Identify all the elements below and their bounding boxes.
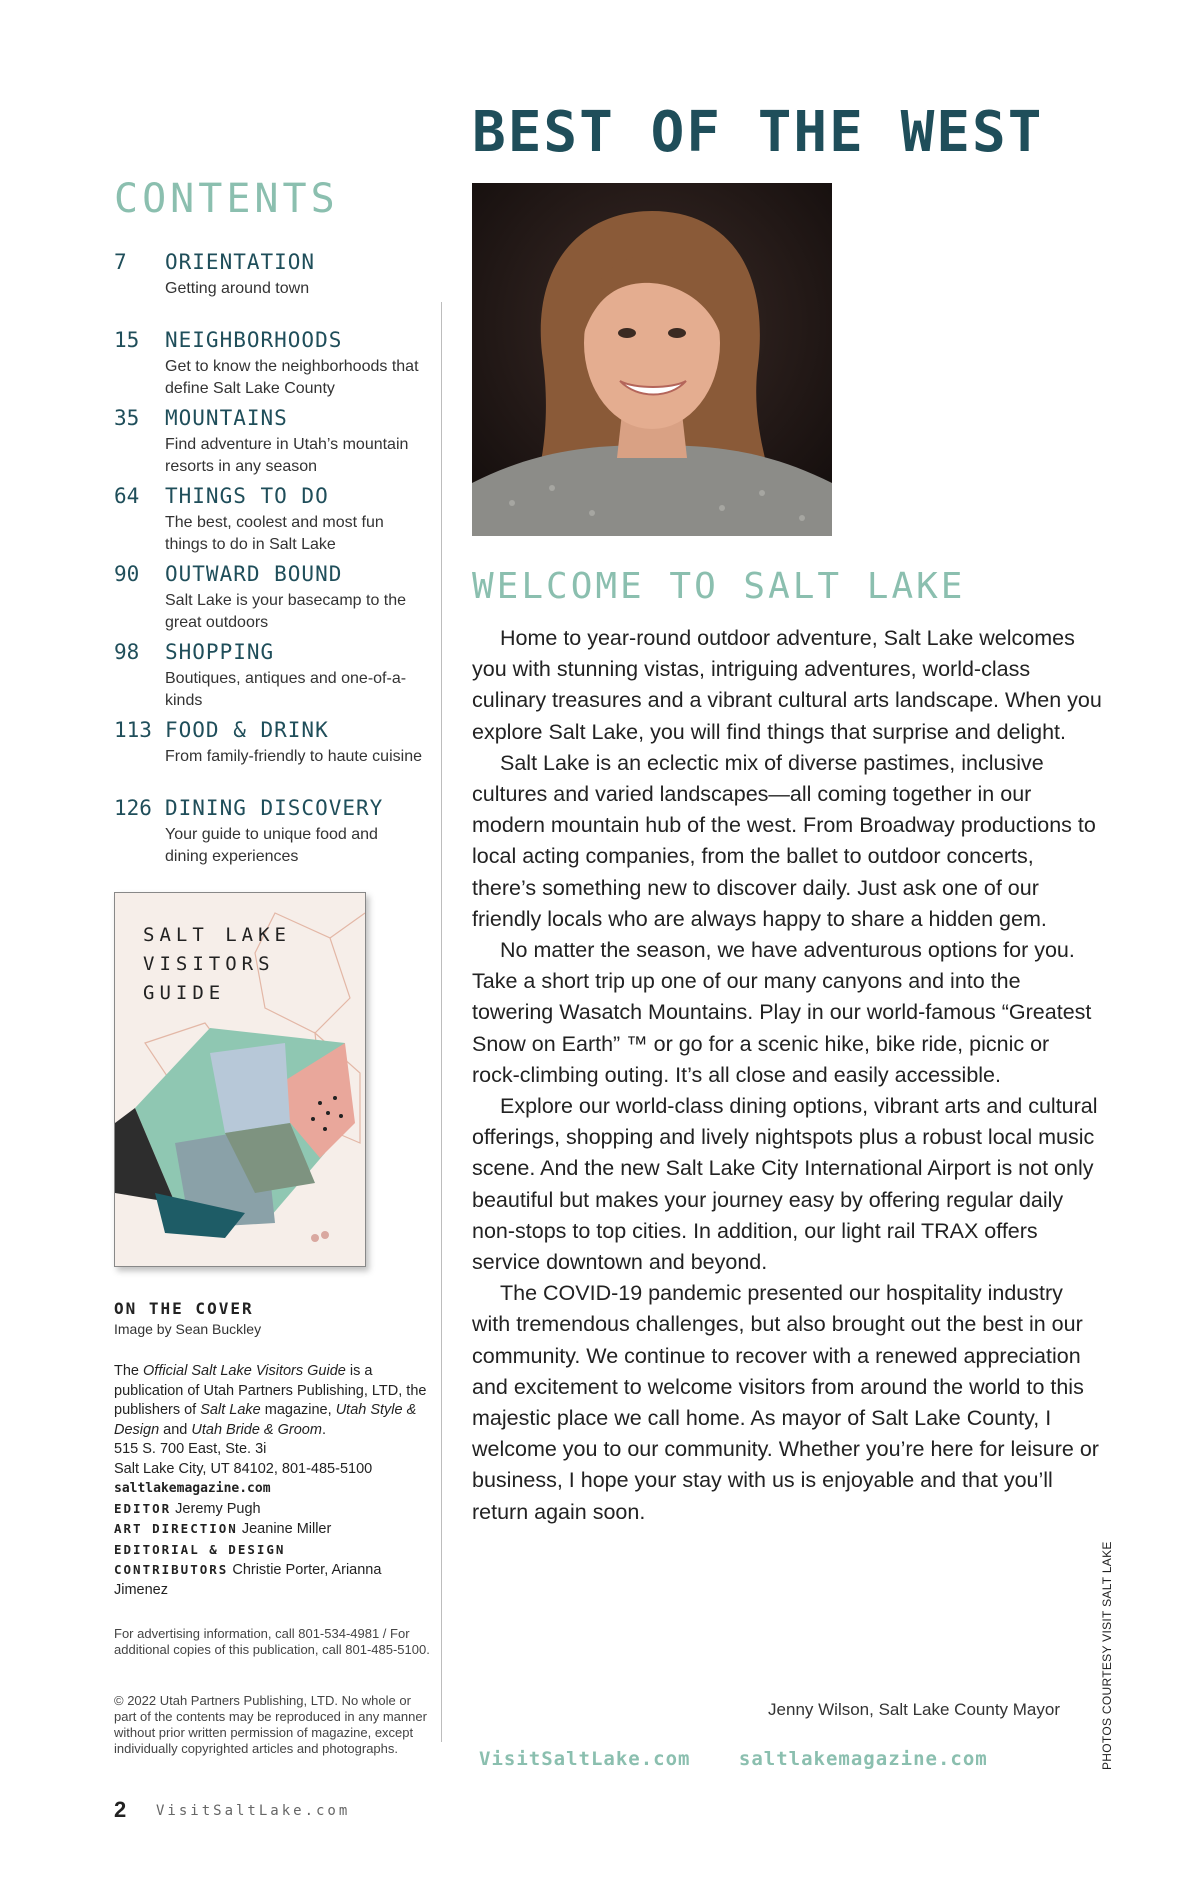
contributors-credit: EDITORIAL & DESIGN CONTRIBUTORS Christie Porter, Arianna Jimenez [114, 1541, 382, 1598]
toc-page-number: 35 [114, 406, 140, 430]
cover-caption-heading: ON THE COVER [114, 1299, 254, 1318]
toc-page-number: 126 [114, 796, 152, 820]
welcome-letter [472, 623, 1102, 1528]
cover-thumbnail [114, 892, 366, 1267]
column-divider [441, 302, 442, 1742]
table-of-contents [114, 250, 434, 874]
toc-page-number: 113 [114, 718, 152, 742]
letter-paragraph: Explore our world-class dining options, vibrant arts and cultural offerings, shopping and lively nightspots plus a robust local music scene. And the new Salt Lake City International Airport is not only beautiful but makes your journey easy by offering regular daily non-stops to top cities. In addition, our light rail TRAX offers service downtown and beyond. [472, 1094, 1098, 1275]
photo-credit: PHOTOS COURTESY VISIT SALT LAKE [1100, 1541, 1114, 1770]
letter-paragraph: No matter the season, we have adventurous options for you. Take a short trip up one of our many canyons and into the towering Wasatch Mountains. Play in our world-famous “Greatest Snow on Earth” ™ or go for a scenic hike, bike ride, picnic or rock-climbing outing. It’s all close and easily accessible. [472, 938, 1092, 1087]
toc-heading: OUTWARD BOUND [165, 562, 343, 586]
footer-links [479, 1748, 1024, 1770]
art-direction-credit: ART DIRECTION Jeanine Miller [114, 1521, 332, 1537]
magazine-website-link[interactable]: saltlakemagazine.com [114, 1481, 271, 1496]
letter-paragraph: The COVID-19 pandemic presented our hospitality industry with tremendous challenges, but also brought out the best in our community. We continue to recover with a renewed appreciation and excitement to welcome visitors from around the world to this majestic place we call home. As mayor of Salt Lake County, I welcome you to our community. Whether you’re here for leisure or business, I hope your stay with us is enjoyable and that you’ll return again soon. [472, 1281, 1099, 1524]
publication-info [114, 1362, 430, 1600]
toc-item[interactable] [114, 250, 434, 328]
toc-page-number: 98 [114, 640, 140, 664]
letter-paragraph: Salt Lake is an eclectic mix of diverse pastimes, inclusive cultures and varied landscapes—all coming together in our modern mountain hub of the west. From Broadway productions to local acting companies, from the ballet to outdoor concerts, there’s something new to discover daily. Just ask one of our friendly locals who are always happy to share a hidden gem. [472, 750, 1096, 931]
toc-heading: FOOD & DRINK [165, 718, 329, 742]
toc-heading: MOUNTAINS [165, 406, 288, 430]
toc-page-number: 90 [114, 562, 140, 586]
cover-title: SALT LAKE VISITORS GUIDE [143, 924, 291, 1004]
toc-description: Boutiques, antiques and one-of-a-kinds [165, 670, 407, 709]
toc-item[interactable] [114, 328, 434, 406]
letter-paragraph: Home to year-round outdoor adventure, Salt Lake welcomes you with stunning vistas, intriguing adventures, world-class culinary treasures and a vibrant cultural arts landscape. When you explore Salt Lake, you will find things that surprise and delight. [472, 626, 1102, 744]
toc-description: Find adventure in Utah’s mountain resorts in any season [165, 436, 409, 475]
toc-description: From family-friendly to haute cuisine [165, 748, 422, 765]
toc-heading: DINING DISCOVERY [165, 796, 384, 820]
toc-heading: ORIENTATION [165, 250, 316, 274]
toc-description: Getting around town [165, 280, 310, 297]
address-line: 515 S. 700 East, Ste. 3i [114, 1441, 267, 1457]
toc-description: The best, coolest and most fun things to do in Salt Lake [165, 514, 384, 553]
publication-intro: The Official Salt Lake Visitors Guide is a publication of Utah Partners Publishing, LTD, the publishers of Salt Lake magazine, Utah Style & Design and Utah Bride & Groom. [114, 1363, 427, 1438]
toc-item[interactable] [114, 562, 434, 640]
toc-heading: THINGS TO DO [165, 484, 329, 508]
salt-lake-magazine-link[interactable]: saltlakemagazine.com [738, 1748, 988, 1770]
toc-item[interactable] [114, 718, 434, 796]
page-headline: BEST OF THE WEST [472, 100, 1044, 165]
toc-description: Salt Lake is your basecamp to the great outdoors [165, 592, 407, 631]
cover-caption: Image by Sean Buckley [114, 1321, 262, 1337]
toc-item[interactable] [114, 796, 434, 874]
page-number: 2 [114, 1797, 127, 1822]
toc-item[interactable] [114, 406, 434, 484]
welcome-heading: WELCOME TO SALT LAKE [472, 566, 966, 607]
toc-page-number: 7 [114, 250, 127, 274]
toc-description: Get to know the neighborhoods that define Salt Lake County [165, 358, 419, 397]
portrait-illustration [472, 183, 832, 536]
toc-page-number: 64 [114, 484, 140, 508]
toc-description: Your guide to unique food and dining experiences [165, 826, 378, 865]
toc-item[interactable] [114, 640, 434, 718]
letter-signature: Jenny Wilson, Salt Lake County Mayor [768, 1700, 1060, 1719]
editor-credit: EDITOR Jeremy Pugh [114, 1500, 261, 1517]
toc-heading: NEIGHBORHOODS [165, 328, 343, 352]
address-line: Salt Lake City, UT 84102, 801-485-5100 [114, 1460, 373, 1477]
mayor-portrait [472, 183, 832, 536]
footer-page-url: VisitSaltLake.com [156, 1803, 351, 1819]
copyright-notice: © 2022 Utah Partners Publishing, LTD. No whole or part of the contents may be reproduced in any manner without prior written permission of magazine, except individually copyrighted articles and photographs. [114, 1693, 427, 1756]
toc-page-number: 15 [114, 328, 140, 352]
toc-item[interactable] [114, 484, 434, 562]
visit-salt-lake-link[interactable]: VisitSaltLake.com [479, 1748, 691, 1770]
toc-heading: SHOPPING [165, 640, 275, 664]
advertising-info: For advertising information, call 801-534-4981 / For additional copies of this publication, call 801-485-5100. [114, 1626, 430, 1657]
contents-title: CONTENTS [114, 176, 339, 222]
